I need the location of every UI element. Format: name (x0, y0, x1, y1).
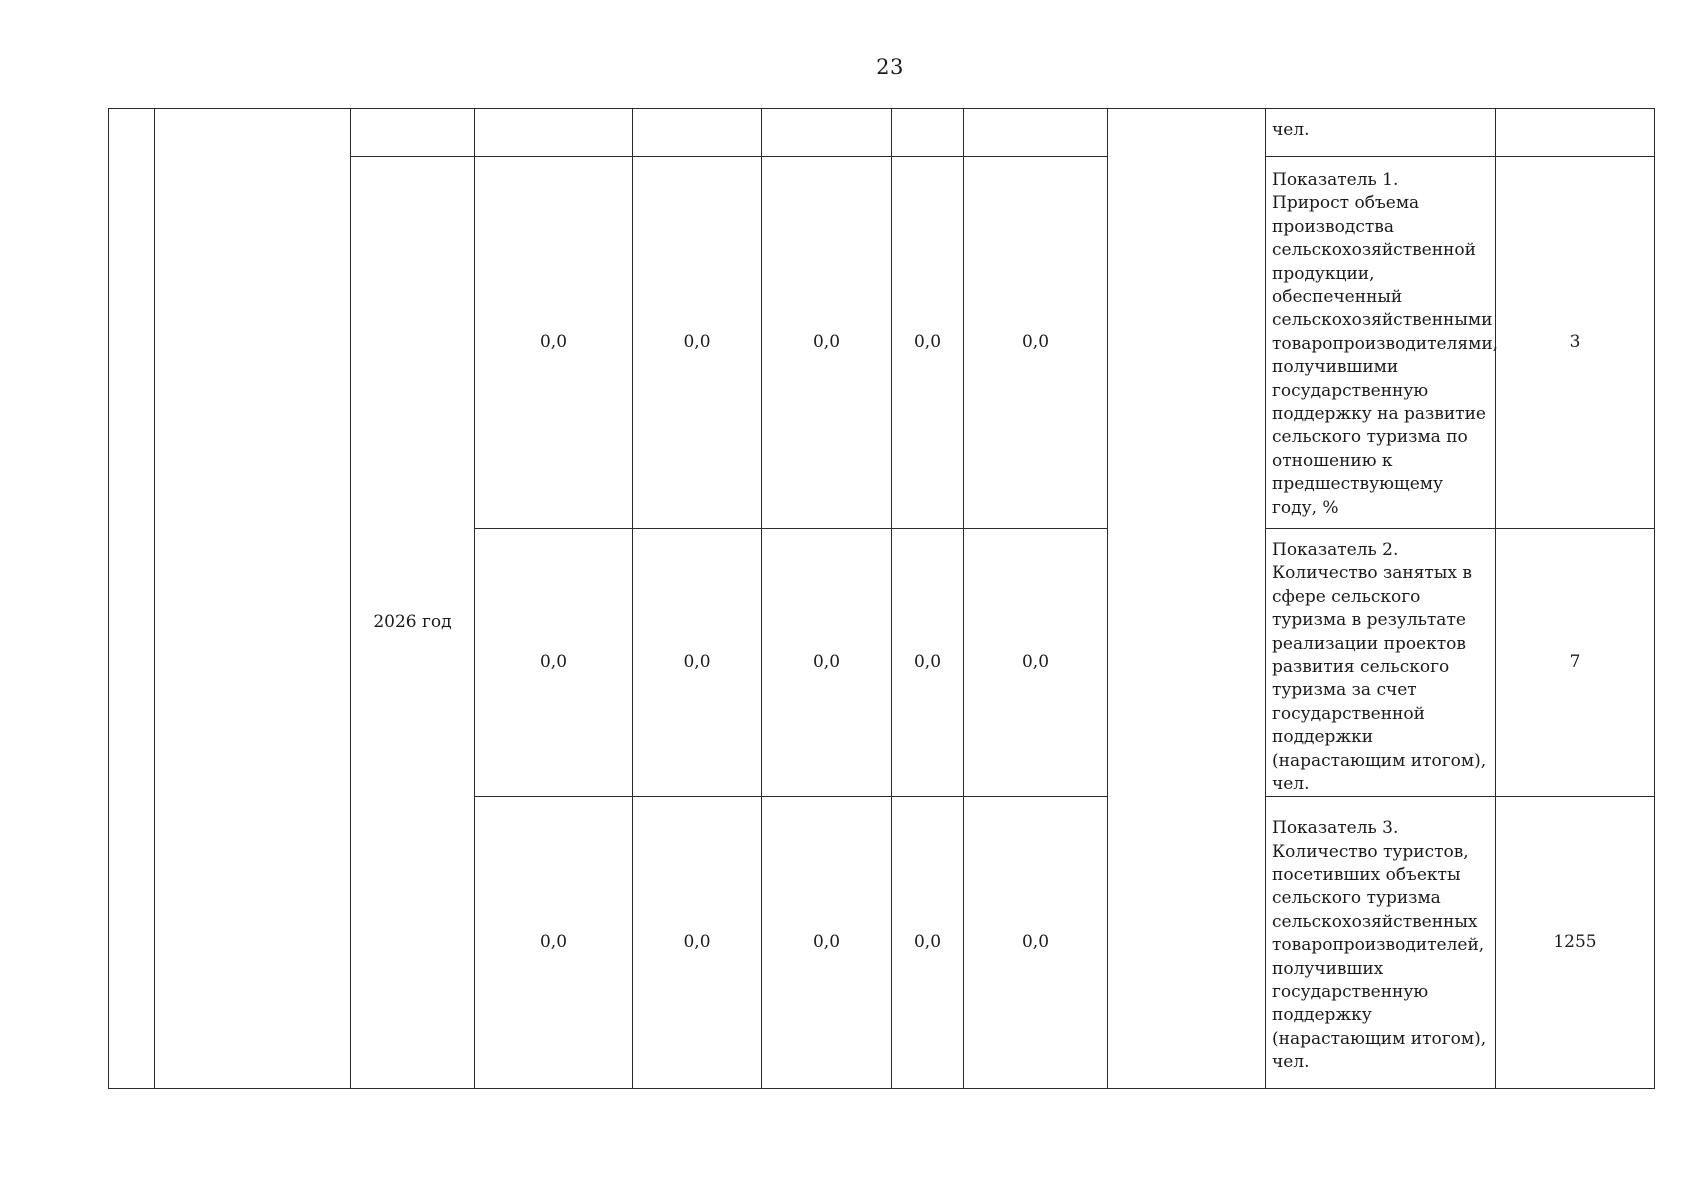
cell-value: 0,0 (762, 529, 892, 797)
cell-value: 0,0 (964, 529, 1108, 797)
cell-value-prev-5 (964, 109, 1108, 157)
cell-value: 0,0 (762, 797, 892, 1089)
cell-target: 7 (1496, 529, 1655, 797)
cell-value: 0,0 (633, 529, 762, 797)
cell-value: 0,0 (892, 797, 964, 1089)
cell-value: 0,0 (892, 529, 964, 797)
cell-target-prev (1496, 109, 1655, 157)
page-number: 23 (876, 55, 904, 79)
cell-value-prev-1 (475, 109, 633, 157)
measures-table (108, 108, 1655, 1089)
cell-value: 0,0 (475, 529, 633, 797)
cell-value-prev-2 (633, 109, 762, 157)
cell-target: 3 (1496, 157, 1655, 529)
table-row-continuation (109, 109, 1655, 157)
indicator-text: Показатель 1. Прирост объема производства сельскохозяйственной продукции, обеспеченный сельскохозяйственными товаропроизводителями, получившими государственную поддержку на развитие сельского туризма по отношению к предшествующему году, % (1272, 170, 1499, 518)
cell-value: 0,0 (892, 157, 964, 529)
cell-indicator-prev: чел. (1266, 109, 1496, 157)
cell-indicator (1266, 797, 1496, 1089)
cell-period-prev (351, 109, 475, 157)
indicator-text: Показатель 3. Количество туристов, посетивших объекты сельского туризма сельскохозяйственных товаропроизводителей, получивших государственную поддержку (нарастающим итогом), чел. (1272, 818, 1487, 1073)
cell-value: 0,0 (762, 157, 892, 529)
cell-target: 1255 (1496, 797, 1655, 1089)
cell-measure-name (155, 109, 351, 1089)
cell-executor (1108, 109, 1266, 1089)
cell-value: 0,0 (475, 797, 633, 1089)
cell-value-prev-3 (762, 109, 892, 157)
cell-indicator (1266, 157, 1499, 529)
cell-value-prev-4 (892, 109, 964, 157)
cell-indicator (1266, 529, 1496, 797)
cell-year: 2026 год (351, 157, 475, 1089)
cell-value: 0,0 (633, 797, 762, 1089)
cell-value: 0,0 (964, 157, 1108, 529)
cell-value: 0,0 (633, 157, 762, 529)
cell-value: 0,0 (964, 797, 1108, 1089)
cell-number (109, 109, 155, 1089)
indicator-text: Показатель 2. Количество занятых в сфере сельского туризма в результате реализации проектов развития сельского туризма за счет государственной поддержки (нарастающим итогом), чел. (1272, 540, 1487, 795)
cell-value: 0,0 (475, 157, 633, 529)
